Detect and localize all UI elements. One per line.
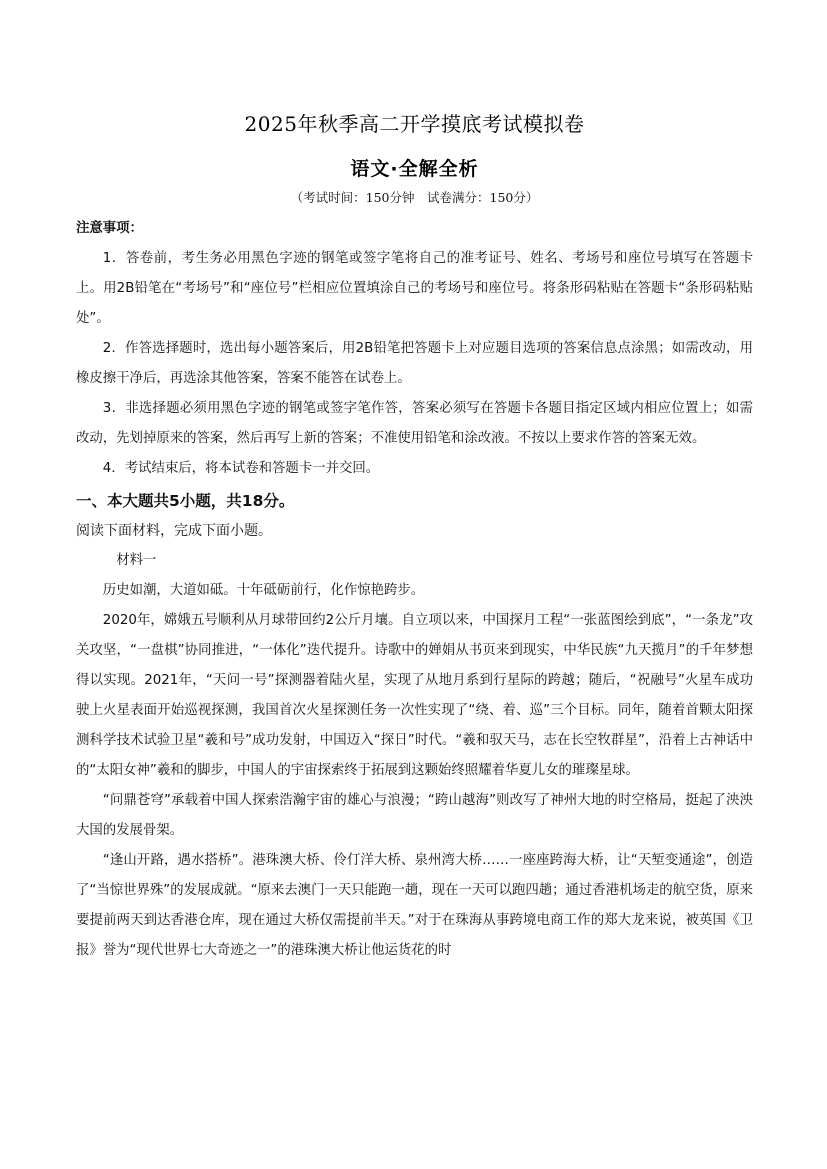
- exam-info: （考试时间：150分钟 试卷满分：150分）: [290, 190, 539, 205]
- material-label: 材料一: [116, 553, 157, 568]
- document-body: [76, 214, 753, 966]
- notice-item: 1．答卷前，考生务必用黑色字迹的钢笔或签字笔将自己的准考证号、姓名、考场号和座位号填写在答题卡上。用2B铅笔在“考场号”和“座位号”栏相应位置填涂自己的考场号和座位号。将条形码粘贴在答题卡“条形码粘贴处”。: [76, 251, 753, 326]
- material-paragraph: “逢山开路，遇水搭桥”。港珠澳大桥、伶仃洋大桥、泉州湾大桥……一座座跨海大桥，让“天堑变通途”，创造了“当惊世界殊”的发展成就。“原来去澳门一天只能跑一趟，现在一天可以跑四趟；通过香港机场走的航空货，原来要提前两天到达香港仓库，现在通过大桥仅需提前半天。”对于在珠海从事跨境电商工作的郑大龙来说，被英国《卫报》誉为“现代世界七大奇迹之一”的港珠澳大桥让他运货花的时: [76, 853, 753, 958]
- material-paragraph: “问鼎苍穹”承载着中国人探索浩瀚宇宙的雄心与浪漫；“跨山越海”则改写了神州大地的时空格局，挺起了泱泱大国的发展骨架。: [76, 793, 753, 838]
- document-subtitle: 语文·全解全析: [350, 158, 479, 180]
- section-instruction: 阅读下面材料，完成下面小题。: [76, 523, 272, 539]
- notice-item: 4．考试结束后，将本试卷和答题卡一并交回。: [102, 461, 380, 476]
- notice-heading: 注意事项：: [76, 221, 143, 236]
- notice-item: 3．非选择题必须用黑色字迹的钢笔或签字笔作答，答案必须写在答题卡各题目指定区域内相应位置上；如需改动，先划掉原来的答案，然后再写上新的答案；不准使用铅笔和涂改液。不按以上要求作答的答案无效。: [76, 401, 753, 446]
- section-heading: 一、本大题共5小题，共18分。: [76, 492, 295, 510]
- document-title: 2025年秋季高二开学摸底考试模拟卷: [244, 112, 585, 136]
- notice-item: 2．作答选择题时，选出每小题答案后，用2B铅笔把答题卡上对应题目选项的答案信息点涂黑；如需改动，用橡皮擦干净后，再选涂其他答案，答案不能答在试卷上。: [76, 341, 753, 386]
- material-paragraph: 2020年，嫦娥五号顺利从月球带回约2公斤月壤。自立项以来，中国探月工程“一张蓝图绘到底”，“一条龙”攻关攻坚，“一盘棋”协同推进，“一体化”迭代提升。诗歌中的婵娟从书页来到现实，中华民族“九天揽月”的千年梦想得以实现。2021年，“天问一号”探测器着陆火星，实现了从地月系到行星际的跨越；随后，“祝融号”火星车成功驶上火星表面开始巡视探测，我国首次火星探测任务一次性实现了“绕、着、巡”三个目标。同年，随着首颗太阳探测科学技术试验卫星“羲和号”成功发射，中国迈入“探日”时代。“羲和驭天马，志在长空牧群星”，沿着上古神话中的“太阳女神”羲和的脚步，中国人的宇宙探索终于拓展到这颗始终照耀着华夏儿女的璀璨星球。: [76, 613, 753, 778]
- material-paragraph: 历史如潮，大道如砥。十年砥砺前行，化作惊艳跨步。: [102, 583, 425, 598]
